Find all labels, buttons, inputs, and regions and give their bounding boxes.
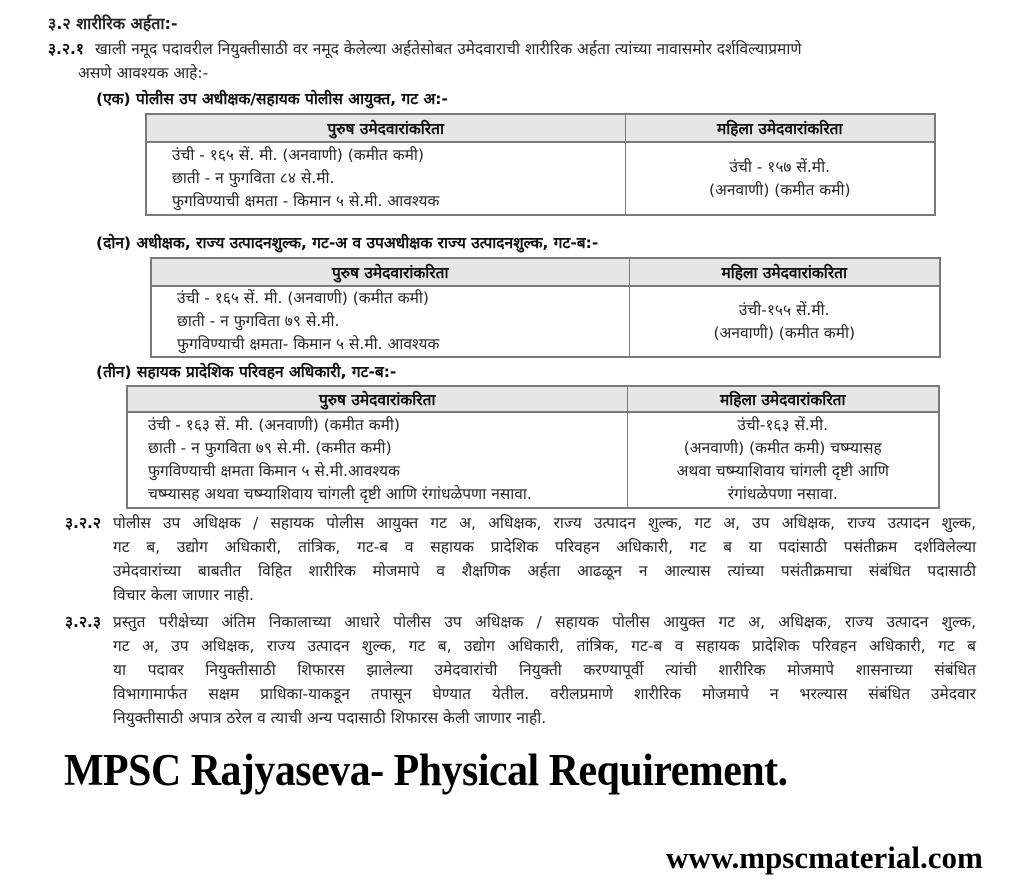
post-3-label: (तीन) सहायक प्रादेशिक परिवहन अधिकारी, गट-ब:-: [96, 363, 397, 381]
footer-title: MPSC Rajyaseva- Physical Requirement.: [64, 745, 788, 795]
eyesight-requirement: चष्म्यासह अथवा चष्म्याशिवाय चांगली दृष्टी आणि रंगांधळेपणा नसावा.: [148, 485, 532, 503]
website-watermark: www.mpscmaterial.com: [666, 840, 983, 875]
height-requirement: उंची-१५५ सें.मी.: [738, 300, 830, 319]
height-requirement: उंची - १६३ सें. मी. (अनवाणी) (कमीत कमी): [148, 416, 400, 434]
clause-2-line-3: उमेदवारांच्या बाबतीत विहित शारीरिक मोजमापे व शैक्षणिक अर्हता आढळून न आल्यास त्यांच्या पसंतीक्रमाचा संबंधित पदासाठी: [113, 562, 976, 580]
clause-3-line-5: नियुक्तीसाठी अपात्र ठरेल व त्याची अन्य पदासाठी शिफारस केली जाणार नाही.: [113, 709, 547, 727]
clause-2-line-2: गट ब, उद्योग अधिकारी, तांत्रिक, गट-ब व सहायक प्रादेशिक परिवहन अधिकारी, गट ब या पदांसाठी पसंतीक्रम दर्शविलेल्या: [113, 538, 976, 556]
men-column-header: पुरुष उमेदवारांकरिता: [127, 386, 627, 412]
clause-3-line-2: गट अ, उप अधिक्षक, राज्य उत्पादन शुल्क, गट ब, उद्योग अधिकारी, तांत्रिक, गट-ब व सहायक प्रादेशिक परिवहन अधिकारी, गट ब: [113, 637, 976, 655]
clause-1-line-2: असणे आवश्यक आहे:-: [78, 64, 209, 82]
clause-3-line-1: प्रस्तुत परीक्षेच्या अंतिम निकालाच्या आधारे पोलीस उप अधिक्षक / सहायक पोलीस आयुक्त गट अ, अधिक्षक, राज्य उत्पादन शुल्क,: [113, 613, 976, 631]
post-1-table: [145, 113, 936, 216]
post-2-table: [150, 257, 941, 358]
men-requirements: [146, 142, 625, 215]
clause-3-line-4: विभागामार्फत सक्षम प्राधिका-याकडून तपासून घेण्यात येतील. वरीलप्रमाणे शारीरिक मोजमापे न भरल्यास संबंधित उमेदवार: [113, 685, 976, 703]
height-requirement: उंची - १५७ सें.मी.: [729, 157, 831, 176]
clause-1-number: ३.२.१: [48, 40, 84, 58]
barefoot-note: (अनवाणी) (कमीत कमी) चष्म्यासह: [683, 439, 882, 457]
clause-2-line-1: पोलीस उप अधिक्षक / सहायक पोलीस आयुक्त गट अ, अधिक्षक, राज्य उत्पादन शुल्क, गट अ, उप अधिक्षक, राज्य उत्पादन शुल्क,: [113, 514, 976, 532]
expansion-requirement: फुगविण्याची क्षमता - किमान ५ से.मी. आवश्यक: [172, 192, 440, 210]
post-1-label: (एक) पोलीस उप अधीक्षक/सहायक पोलीस आयुक्त, गट अ:-: [96, 90, 448, 108]
post-2-label: (दोन) अधीक्षक, राज्य उत्पादनशुल्क, गट-अ व उपअधीक्षक राज्य उत्पादनशुल्क, गट-ब:-: [96, 234, 599, 252]
chest-requirement: छाती - न फुगविता ७९ से.मी. (कमीत कमी): [148, 439, 392, 457]
barefoot-note: (अनवाणी) (कमीत कमी): [708, 180, 851, 199]
clause-2-line-4: विचार केला जाणार नाही.: [113, 586, 254, 604]
women-column-header: महिला उमेदवारांकरिता: [627, 386, 939, 412]
section-heading: ३.२ शारीरिक अर्हता:-: [48, 14, 178, 33]
women-requirements: [627, 412, 939, 508]
chest-requirement: छाती - न फुगविता ७९ से.मी.: [177, 312, 340, 330]
women-column-header: महिला उमेदवारांकरिता: [629, 258, 940, 286]
eyesight-requirement: अथवा चष्म्याशिवाय चांगली दृष्टी आणि: [676, 462, 889, 480]
expansion-requirement: फुगविण्याची क्षमता- किमान ५ से.मी. आवश्यक: [177, 335, 440, 353]
colorblind-requirement: रंगांधळेपणा नसावा.: [727, 485, 838, 503]
clause-3-line-3: या पदावर नियुक्तीसाठी शिफारस झालेल्या उमेदवारांची नियुक्ती करण्यापूर्वी त्यांची शारीरिक मोजमापे शासनाच्या संबंधित: [113, 661, 976, 679]
height-requirement: उंची - १६५ सें. मी. (अनवाणी) (कमीत कमी): [177, 289, 429, 307]
women-requirements: [629, 286, 940, 357]
barefoot-note: (अनवाणी) (कमीत कमी): [713, 323, 856, 342]
height-requirement: उंची - १६५ सें. मी. (अनवाणी) (कमीत कमी): [172, 146, 424, 164]
men-requirements: [151, 286, 629, 357]
women-column-header: महिला उमेदवारांकरिता: [625, 114, 935, 142]
clause-1-line-1: खाली नमूद पदावरील नियुक्तीसाठी वर नमूद केलेल्या अर्हतेसोबत उमेदवाराची शारीरिक अर्हता त्यांच्या नावासमोर दर्शविल्याप्रमाणे: [95, 40, 802, 58]
women-requirements: [625, 142, 935, 215]
men-column-header: पुरुष उमेदवारांकरिता: [146, 114, 625, 142]
men-requirements: [127, 412, 627, 508]
clause-2-number: ३.२.२: [65, 514, 101, 532]
post-3-table: [126, 385, 940, 509]
height-requirement: उंची-१६३ सें.मी.: [737, 416, 829, 434]
chest-requirement: छाती - न फुगविता ८४ से.मी.: [172, 169, 335, 187]
clause-3-number: ३.२.३: [65, 613, 101, 631]
men-column-header: पुरुष उमेदवारांकरिता: [151, 258, 629, 286]
expansion-requirement: फुगविण्याची क्षमता किमान ५ से.मी.आवश्यक: [148, 462, 400, 480]
